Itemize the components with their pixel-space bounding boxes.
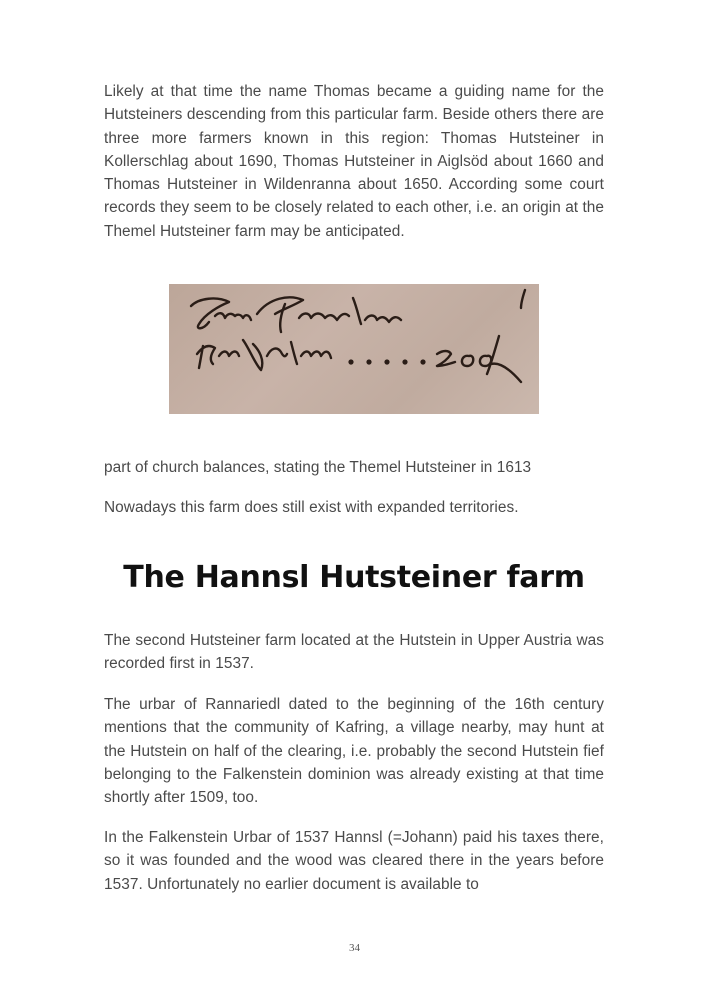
church-balance-handwriting-image — [169, 284, 539, 414]
paragraph-falkenstein-urbar: In the Falkenstein Urbar of 1537 Hannsl (=Johann) paid his taxes there, so it was founded and the wood was cleared there in the years before 1537. Unfortunately no earlier document is available to — [104, 829, 604, 893]
paragraph-second-farm: The second Hutsteiner farm located at the Hutstein in Upper Austria was recorded first in 1537. — [104, 632, 604, 673]
page-number: 34 — [349, 942, 360, 954]
paragraph-urbar-rannariedl: The urbar of Rannariedl dated to the beginning of the 16th century mentions that the community of Kafring, a village nearby, may hunt at the Hutstein on half of the clearing, i.e. probably the second Hutstein fief belonging to the Falkenstein dominion was already existing at that time shortly after 1509, too. — [104, 696, 604, 807]
paragraph-themel-hutsteiner: Likely at that time the name Thomas became a guiding name for the Hutsteiners descending from this particular farm. Beside others there are three more farmers known in this region: Thomas Hutsteiner in Kollerschlag about 1690, Thomas Hutsteiner in Aiglsöd about 1660 and Thomas Hutsteiner in Wildenranna about 1650. According some court records they seem to be closely related to each other, i.e. an origin at the Themel Hutsteiner farm may be anticipated. — [104, 83, 605, 240]
handwriting-scan — [169, 284, 539, 414]
figure-caption: part of church balances, stating the Themel Hutsteiner in 1613 — [104, 459, 532, 476]
paragraph-farm-existence: Nowadays this farm does still exist with expanded territories. — [104, 499, 519, 516]
section-heading: The Hannsl Hutsteiner farm — [123, 560, 585, 595]
